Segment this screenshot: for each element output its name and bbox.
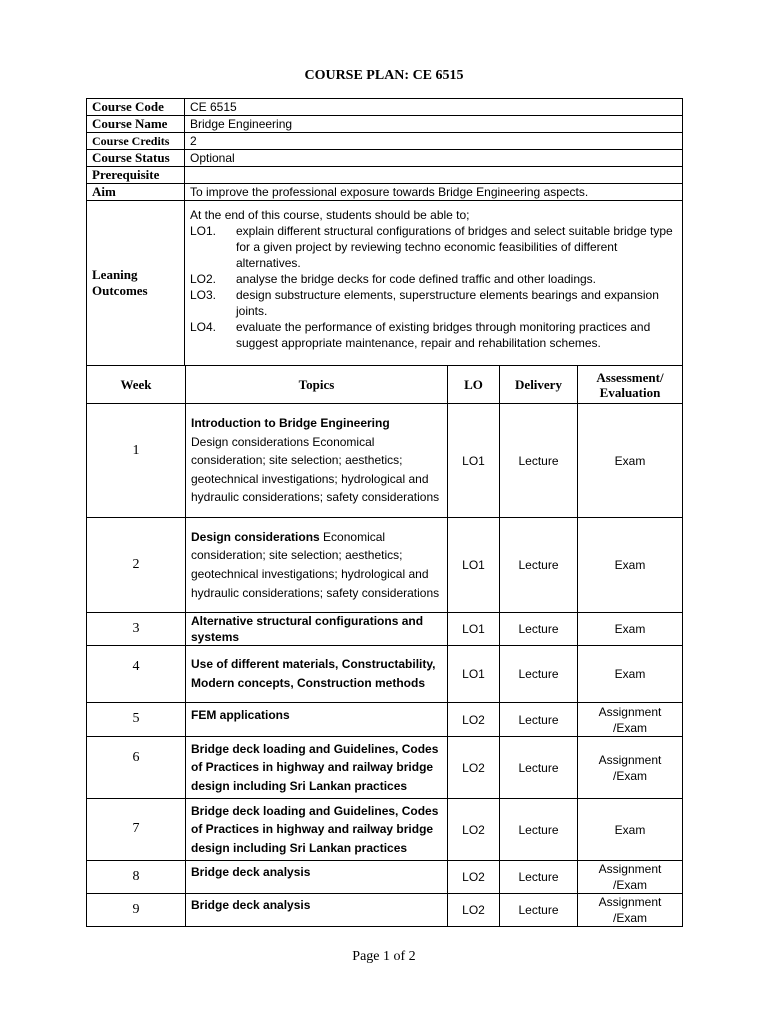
course-name-row bbox=[87, 116, 683, 133]
week-cell: 6 bbox=[87, 737, 186, 799]
topic-cell bbox=[186, 894, 448, 927]
outcome-key: LO3. bbox=[190, 288, 217, 302]
outcome-item bbox=[190, 287, 677, 319]
topic-cell bbox=[186, 861, 448, 894]
assessment-cell: Assignment /Exam bbox=[578, 861, 683, 894]
assessment-cell: Exam bbox=[578, 799, 683, 861]
course-status-label: Course Status bbox=[87, 150, 185, 167]
topic-cell bbox=[186, 646, 448, 703]
course-name-label: Course Name bbox=[87, 116, 185, 133]
course-status-value: Optional bbox=[185, 150, 683, 167]
plan-header-row bbox=[87, 366, 683, 404]
outcome-text: evaluate the performance of existing bridges through monitoring practices and suggest appropriate maintenance, repair and rehabilitation schemes. bbox=[236, 320, 651, 350]
course-code-row bbox=[87, 99, 683, 116]
topic-cell bbox=[186, 404, 448, 518]
table-row bbox=[87, 737, 683, 799]
topic-cell bbox=[186, 737, 448, 799]
lo-cell: LO2 bbox=[448, 894, 500, 927]
week-cell: 3 bbox=[87, 613, 186, 646]
topic-title: Bridge deck loading and Guidelines, Codes of Practices in highway and railway bridge design including Sri Lankan practices bbox=[191, 741, 439, 793]
assessment-header-line-2: Evaluation bbox=[599, 384, 661, 400]
lo-cell: LO2 bbox=[448, 703, 500, 737]
delivery-cell: Lecture bbox=[500, 894, 578, 927]
week-cell: 4 bbox=[87, 646, 186, 703]
course-status-row bbox=[87, 150, 683, 167]
week-cell: 9 bbox=[87, 894, 186, 927]
assessment-cell: Exam bbox=[578, 518, 683, 613]
prerequisite-label: Prerequisite bbox=[87, 167, 185, 184]
topic-cell bbox=[186, 799, 448, 861]
week-cell: 1 bbox=[87, 404, 186, 518]
topic-title: FEM applications bbox=[191, 708, 290, 722]
delivery-cell: Lecture bbox=[500, 861, 578, 894]
delivery-cell: Lecture bbox=[500, 613, 578, 646]
course-code-value: CE 6515 bbox=[185, 99, 683, 116]
assessment-header-line-1: Assessment/ bbox=[596, 369, 664, 385]
assessment-cell: Exam bbox=[578, 646, 683, 703]
topic-cell bbox=[186, 613, 448, 646]
table-row bbox=[87, 646, 683, 703]
topic-detail: Design considerations Economical consideration; site selection; aesthetics; geotechnical investigations; hydrological and hydraulic considerations; safety considerations bbox=[191, 434, 440, 505]
course-name-value: Bridge Engineering bbox=[185, 116, 683, 133]
lo-cell: LO2 bbox=[448, 799, 500, 861]
week-cell: 5 bbox=[87, 703, 186, 737]
table-row bbox=[87, 518, 683, 613]
outcome-text: explain different structural configurations of bridges and select suitable bridge type for a given project by reviewing techno economic feasibilities of different alternatives. bbox=[236, 224, 673, 270]
delivery-cell: Lecture bbox=[500, 646, 578, 703]
topic-cell bbox=[186, 518, 448, 613]
outcome-text: analyse the bridge decks for code defined traffic and other loadings. bbox=[236, 272, 597, 286]
topic-cell bbox=[186, 703, 448, 737]
outcome-key: LO1. bbox=[190, 224, 217, 238]
lo-cell: LO1 bbox=[448, 518, 500, 613]
aim-row bbox=[87, 184, 683, 201]
assessment-cell: Exam bbox=[578, 404, 683, 518]
page-title: COURSE PLAN: CE 6515 bbox=[304, 68, 464, 83]
week-cell: 8 bbox=[87, 861, 186, 894]
delivery-cell: Lecture bbox=[500, 518, 578, 613]
topic-title: Bridge deck analysis bbox=[191, 865, 311, 879]
learning-outcomes-label bbox=[87, 201, 185, 366]
course-credits-label: Course Credits bbox=[87, 133, 185, 150]
course-credits-value: 2 bbox=[185, 133, 683, 150]
lo-cell: LO1 bbox=[448, 404, 500, 518]
topic-title: Introduction to Bridge Engineering bbox=[191, 416, 390, 431]
outcomes-intro: At the end of this course, students should be able to; bbox=[190, 208, 470, 222]
assessment-cell: Assignment /Exam bbox=[578, 703, 683, 737]
topic-title: Bridge deck analysis bbox=[191, 898, 311, 912]
lo-cell: LO1 bbox=[448, 646, 500, 703]
assessment-header bbox=[578, 366, 683, 404]
lo-cell: LO1 bbox=[448, 613, 500, 646]
course-info-table bbox=[86, 98, 683, 366]
topics-header: Topics bbox=[186, 366, 448, 404]
table-row bbox=[87, 613, 683, 646]
learning-outcomes-row bbox=[87, 201, 683, 366]
topic-title: Bridge deck loading and Guidelines, Codes of Practices in highway and railway bridge design including Sri Lankan practices bbox=[191, 803, 439, 855]
page-number: Page 1 of 2 bbox=[352, 949, 416, 964]
week-header: Week bbox=[87, 366, 186, 404]
delivery-cell: Lecture bbox=[500, 404, 578, 518]
course-plan-table bbox=[86, 365, 683, 927]
lo-cell: LO2 bbox=[448, 861, 500, 894]
week-cell: 7 bbox=[87, 799, 186, 861]
outcome-key: LO2. bbox=[190, 272, 217, 286]
table-row bbox=[87, 404, 683, 518]
week-cell: 2 bbox=[87, 518, 186, 613]
lo-cell: LO2 bbox=[448, 737, 500, 799]
delivery-cell: Lecture bbox=[500, 737, 578, 799]
prerequisite-value bbox=[185, 167, 683, 184]
outcome-key: LO4. bbox=[190, 320, 217, 334]
outcome-item bbox=[190, 319, 677, 351]
delivery-cell: Lecture bbox=[500, 703, 578, 737]
aim-value: To improve the professional exposure towards Bridge Engineering aspects. bbox=[185, 184, 683, 201]
course-code-label: Course Code bbox=[87, 99, 185, 116]
topic-detail: Economical consideration; site selection; aesthetics; geotechnical investigations; hydrological and hydraulic considerations; safety considerations bbox=[191, 529, 440, 600]
table-row bbox=[87, 799, 683, 861]
lo-header: LO bbox=[448, 366, 500, 404]
topic-title: Use of different materials, Constructability, Modern concepts, Construction methods bbox=[191, 657, 436, 690]
aim-label: Aim bbox=[87, 184, 185, 201]
topic-title: Design considerations bbox=[191, 529, 320, 544]
topic-title: Alternative structural configurations and systems bbox=[191, 614, 424, 644]
outcomes-label-line-2: Outcomes bbox=[92, 283, 148, 298]
table-row bbox=[87, 894, 683, 927]
table-row bbox=[87, 861, 683, 894]
assessment-cell: Assignment /Exam bbox=[578, 894, 683, 927]
learning-outcomes-list bbox=[185, 201, 683, 366]
table-row bbox=[87, 703, 683, 737]
delivery-header: Delivery bbox=[500, 366, 578, 404]
outcome-item bbox=[190, 271, 677, 287]
outcome-item bbox=[190, 223, 677, 271]
course-credits-row bbox=[87, 133, 683, 150]
outcomes-label-line-1: Leaning bbox=[92, 267, 138, 282]
assessment-cell: Assignment /Exam bbox=[578, 737, 683, 799]
assessment-cell: Exam bbox=[578, 613, 683, 646]
prerequisite-row bbox=[87, 167, 683, 184]
delivery-cell: Lecture bbox=[500, 799, 578, 861]
outcome-text: design substructure elements, superstructure elements bearings and expansion joints. bbox=[236, 288, 659, 318]
